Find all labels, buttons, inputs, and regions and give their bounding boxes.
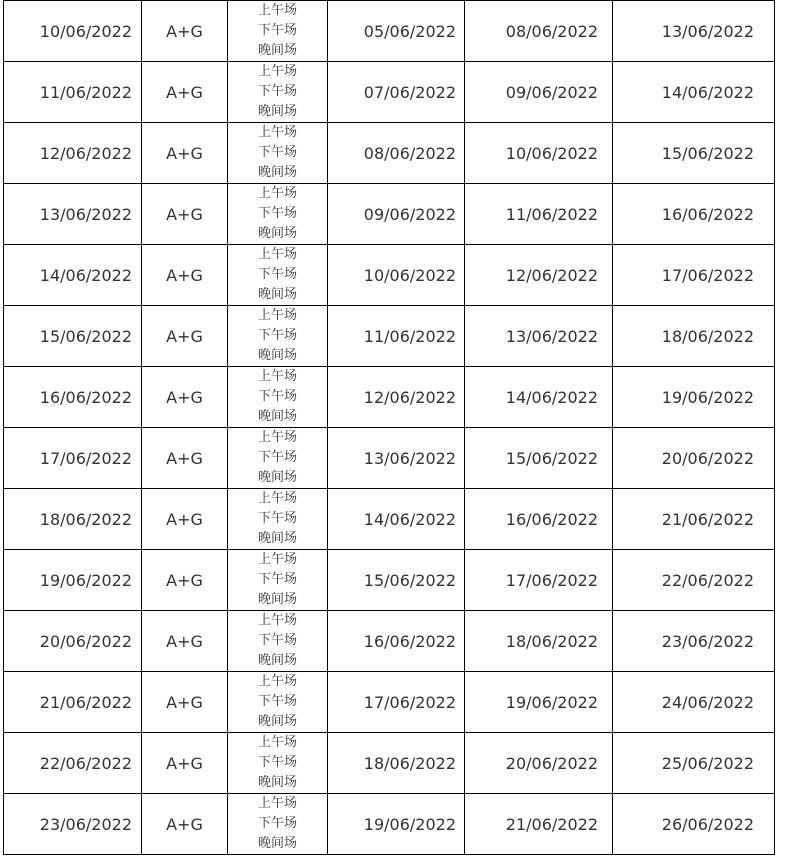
session-afternoon: 下午场 (257, 511, 297, 526)
table-row (4, 183, 775, 244)
date-cell-3: 22/06/2022 (613, 550, 775, 610)
session-morning: 上午场 (257, 735, 297, 750)
session-evening: 晚间场 (257, 592, 297, 607)
session-afternoon: 下午场 (257, 23, 297, 38)
date-cell: 14/06/2022 (4, 245, 142, 305)
date-cell: 23/06/2022 (4, 794, 142, 854)
date-cell-2: 18/06/2022 (465, 611, 613, 671)
session-evening: 晚间场 (257, 165, 297, 180)
date-cell-3: 16/06/2022 (613, 184, 775, 244)
date-cell-2: 08/06/2022 (465, 1, 613, 61)
date-cell: 19/06/2022 (4, 550, 142, 610)
date-cell: 17/06/2022 (4, 428, 142, 488)
schedule-table (3, 0, 775, 855)
date-cell-2: 17/06/2022 (465, 550, 613, 610)
table-row (4, 244, 775, 305)
date-cell-1: 18/06/2022 (328, 733, 465, 793)
date-cell-3: 15/06/2022 (613, 123, 775, 183)
session-afternoon: 下午场 (257, 816, 297, 831)
group-cell: A+G (142, 62, 228, 122)
date-cell: 13/06/2022 (4, 184, 142, 244)
date-cell: 20/06/2022 (4, 611, 142, 671)
date-cell: 11/06/2022 (4, 62, 142, 122)
session-evening: 晚间场 (257, 836, 297, 851)
session-afternoon: 下午场 (257, 694, 297, 709)
date-cell-2: 14/06/2022 (465, 367, 613, 427)
session-afternoon: 下午场 (257, 267, 297, 282)
group-cell: A+G (142, 733, 228, 793)
group-cell: A+G (142, 306, 228, 366)
session-morning: 上午场 (257, 430, 297, 445)
session-evening: 晚间场 (257, 653, 297, 668)
date-cell-2: 20/06/2022 (465, 733, 613, 793)
session-evening: 晚间场 (257, 470, 297, 485)
session-evening: 晚间场 (257, 531, 297, 546)
group-cell: A+G (142, 245, 228, 305)
table-row (4, 732, 775, 793)
session-afternoon: 下午场 (257, 450, 297, 465)
group-cell: A+G (142, 123, 228, 183)
session-afternoon: 下午场 (257, 389, 297, 404)
sessions-cell (228, 794, 328, 854)
date-cell-3: 23/06/2022 (613, 611, 775, 671)
table-row (4, 61, 775, 122)
table-row (4, 549, 775, 610)
group-cell: A+G (142, 367, 228, 427)
date-cell-1: 14/06/2022 (328, 489, 465, 549)
date-cell-1: 12/06/2022 (328, 367, 465, 427)
session-afternoon: 下午场 (257, 145, 297, 160)
table-row (4, 305, 775, 366)
sessions-cell (228, 62, 328, 122)
group-cell: A+G (142, 672, 228, 732)
date-cell-2: 15/06/2022 (465, 428, 613, 488)
sessions-cell (228, 123, 328, 183)
date-cell-3: 20/06/2022 (613, 428, 775, 488)
session-morning: 上午场 (257, 186, 297, 201)
date-cell: 22/06/2022 (4, 733, 142, 793)
group-cell: A+G (142, 550, 228, 610)
date-cell-2: 12/06/2022 (465, 245, 613, 305)
table-row (4, 610, 775, 671)
date-cell-1: 08/06/2022 (328, 123, 465, 183)
sessions-cell (228, 672, 328, 732)
date-cell-2: 11/06/2022 (465, 184, 613, 244)
session-morning: 上午场 (257, 247, 297, 262)
session-morning: 上午场 (257, 674, 297, 689)
session-morning: 上午场 (257, 64, 297, 79)
session-evening: 晚间场 (257, 409, 297, 424)
date-cell-2: 16/06/2022 (465, 489, 613, 549)
session-evening: 晚间场 (257, 43, 297, 58)
session-morning: 上午场 (257, 613, 297, 628)
date-cell: 12/06/2022 (4, 123, 142, 183)
date-cell-1: 15/06/2022 (328, 550, 465, 610)
group-cell: A+G (142, 184, 228, 244)
session-afternoon: 下午场 (257, 328, 297, 343)
session-evening: 晚间场 (257, 104, 297, 119)
table-row (4, 366, 775, 427)
date-cell-1: 13/06/2022 (328, 428, 465, 488)
session-afternoon: 下午场 (257, 633, 297, 648)
session-evening: 晚间场 (257, 775, 297, 790)
sessions-cell (228, 550, 328, 610)
date-cell: 21/06/2022 (4, 672, 142, 732)
session-morning: 上午场 (257, 125, 297, 140)
sessions-cell (228, 367, 328, 427)
sessions-cell (228, 733, 328, 793)
sessions-cell (228, 611, 328, 671)
date-cell-3: 13/06/2022 (613, 1, 775, 61)
session-afternoon: 下午场 (257, 84, 297, 99)
date-cell-2: 21/06/2022 (465, 794, 613, 854)
date-cell-1: 07/06/2022 (328, 62, 465, 122)
date-cell-2: 19/06/2022 (465, 672, 613, 732)
session-morning: 上午场 (257, 369, 297, 384)
date-cell-1: 19/06/2022 (328, 794, 465, 854)
date-cell-3: 25/06/2022 (613, 733, 775, 793)
table-row (4, 488, 775, 549)
session-evening: 晚间场 (257, 714, 297, 729)
sessions-cell (228, 184, 328, 244)
group-cell: A+G (142, 794, 228, 854)
date-cell-2: 10/06/2022 (465, 123, 613, 183)
date-cell-3: 14/06/2022 (613, 62, 775, 122)
group-cell: A+G (142, 611, 228, 671)
sessions-cell (228, 489, 328, 549)
session-evening: 晚间场 (257, 287, 297, 302)
date-cell-2: 09/06/2022 (465, 62, 613, 122)
session-afternoon: 下午场 (257, 572, 297, 587)
session-evening: 晚间场 (257, 348, 297, 363)
date-cell: 10/06/2022 (4, 1, 142, 61)
table-row (4, 122, 775, 183)
sessions-cell (228, 306, 328, 366)
date-cell-3: 24/06/2022 (613, 672, 775, 732)
date-cell-1: 16/06/2022 (328, 611, 465, 671)
date-cell: 18/06/2022 (4, 489, 142, 549)
date-cell-1: 05/06/2022 (328, 1, 465, 61)
date-cell-1: 17/06/2022 (328, 672, 465, 732)
date-cell-1: 09/06/2022 (328, 184, 465, 244)
sessions-cell (228, 245, 328, 305)
date-cell-1: 11/06/2022 (328, 306, 465, 366)
date-cell: 16/06/2022 (4, 367, 142, 427)
date-cell-3: 19/06/2022 (613, 367, 775, 427)
date-cell-3: 21/06/2022 (613, 489, 775, 549)
session-morning: 上午场 (257, 308, 297, 323)
table-row (4, 671, 775, 732)
table-row (4, 427, 775, 488)
date-cell-2: 13/06/2022 (465, 306, 613, 366)
table-row (4, 793, 775, 855)
date-cell-1: 10/06/2022 (328, 245, 465, 305)
session-evening: 晚间场 (257, 226, 297, 241)
sessions-cell (228, 428, 328, 488)
session-morning: 上午场 (257, 552, 297, 567)
date-cell-3: 18/06/2022 (613, 306, 775, 366)
sessions-cell (228, 1, 328, 61)
date-cell: 15/06/2022 (4, 306, 142, 366)
date-cell-3: 17/06/2022 (613, 245, 775, 305)
session-afternoon: 下午场 (257, 755, 297, 770)
group-cell: A+G (142, 1, 228, 61)
table-row (4, 0, 775, 61)
group-cell: A+G (142, 428, 228, 488)
session-afternoon: 下午场 (257, 206, 297, 221)
session-morning: 上午场 (257, 491, 297, 506)
session-morning: 上午场 (257, 3, 297, 18)
group-cell: A+G (142, 489, 228, 549)
session-morning: 上午场 (257, 796, 297, 811)
date-cell-3: 26/06/2022 (613, 794, 775, 854)
